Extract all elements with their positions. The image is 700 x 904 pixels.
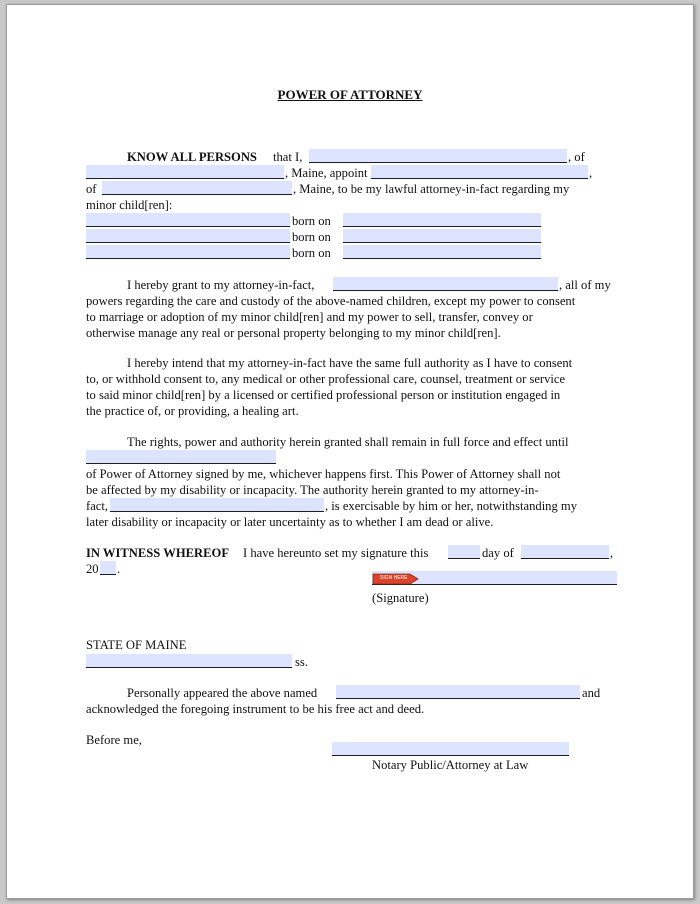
year-suffix-text: . [117,562,121,576]
document-title: POWER OF ATTORNEY [277,87,423,102]
and-text: and [582,686,601,700]
acknowledged-text: acknowledged the foregoing instrument to be his free act and deed. [86,702,425,716]
witness-text: I have hereunto set my signature this [243,546,429,560]
comma-text: , [589,166,593,180]
grant-text-line-3: to marriage or adoption of my minor child[ren] and my power to sell, transfer, convey or [86,310,533,324]
child-3-name-field[interactable] [86,245,290,259]
child-1-born-on-text: born on [292,214,331,228]
grant-text-end: , all of my [559,278,611,292]
effective-until-field[interactable] [86,450,276,464]
sign-here-label: SIGN HERE [380,575,408,581]
signature-label: (Signature) [372,591,429,605]
personally-appeared-text: Personally appeared the above named [127,686,318,700]
document-page [6,4,694,899]
rights-text-line-4: be affected by my disability or incapacity. The authority herein granted to my attorney-in- [86,483,539,497]
attorney-city-field[interactable] [102,181,292,195]
child-1-birthdate-field[interactable] [343,213,541,227]
grant-text-start: I hereby grant to my attorney-in-fact, [127,278,315,292]
rights-text-line-5-end: , is exercisable by him or her, notwithstanding my [325,499,578,513]
attorney-in-fact-name-field[interactable] [333,277,558,291]
attorney-in-fact-name-field-2[interactable] [110,498,324,512]
grant-text-line-4: otherwise manage any real or personal property belonging to my minor child[ren]. [86,326,501,340]
intend-text-line-1: I hereby intend that my attorney-in-fact have the same full authority as I have to consent [127,356,573,370]
maine-lawful-attorney-text: , Maine, to be my lawful attorney-in-fact regarding my [293,182,570,196]
rights-text-line-3: of Power of Attorney signed by me, whichever happens first. This Power of Attorney shall not [86,467,561,481]
attorney-name-field[interactable] [371,165,588,179]
child-2-birthdate-field[interactable] [343,229,541,243]
sign-here-tag[interactable] [372,572,420,584]
ss-text: ss. [295,655,308,669]
intend-text-line-2: to, or withhold consent to, any medical or other professional care, counsel, treatment or service [86,372,566,386]
in-witness-whereof-heading: IN WITNESS WHEREOF [86,546,230,560]
child-3-birthdate-field[interactable] [343,245,541,259]
appeared-name-field[interactable] [336,685,580,699]
child-2-name-field[interactable] [86,229,290,243]
day-of-text: day of [482,546,514,560]
notary-public-label: Notary Public/Attorney at Law [372,758,529,772]
rights-text-line-5-start: fact, [86,499,109,513]
minor-children-text: minor child[ren]: [86,198,173,212]
of-text-2: of [86,182,97,196]
grant-text-line-2: powers regarding the care and custody of the above-named children, except my power to consent [86,294,576,308]
grantor-city-field[interactable] [86,165,284,179]
signature-year-field[interactable] [100,561,116,575]
child-3-born-on-text: born on [292,246,331,260]
notary-signature-field[interactable] [332,742,569,756]
intend-text-line-4: the practice of, or providing, a healing art. [86,404,299,418]
know-all-persons-heading: KNOW ALL PERSONS [127,150,257,164]
witness-comma-text: , [610,546,614,560]
rights-text-line-1: The rights, power and authority herein granted shall remain in full force and effect until [127,435,569,449]
maine-appoint-text: , Maine, appoint [285,166,368,180]
intend-text-line-3: to said minor child[ren] by a licensed or certified professional person or institution engaged in [86,388,561,402]
signature-month-field[interactable] [521,545,609,559]
year-prefix-text: 20 [86,562,99,576]
before-me-text: Before me, [86,733,142,747]
grantor-name-field[interactable] [309,149,567,163]
state-of-maine-text: STATE OF MAINE [86,638,187,652]
signature-day-field[interactable] [448,545,480,559]
county-field[interactable] [86,654,292,668]
rights-text-line-6: later disability or incapacity or later uncertainty as to whether I am dead or alive. [86,515,494,529]
of-text: , of [568,150,585,164]
child-1-name-field[interactable] [86,213,290,227]
child-2-born-on-text: born on [292,230,331,244]
that-i-text: that I, [273,150,303,164]
